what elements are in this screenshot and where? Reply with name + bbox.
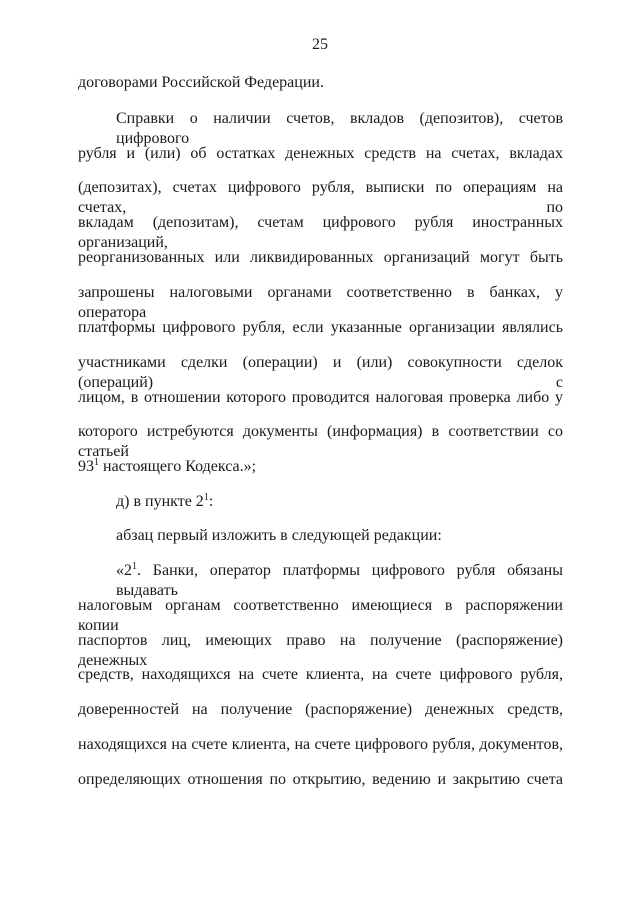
page-number: 25 (312, 36, 328, 53)
superscript: 1 (203, 492, 209, 503)
text-line (116, 561, 563, 601)
text-line: налоговым органам соответственно имеющиеся в распоряжении копии (78, 597, 563, 634)
text-fragment: . Банки, оператор платформы цифрового рубля обязаны выдавать (116, 562, 563, 599)
text-line: вкладам (депозитам), счетам цифрового рубля иностранных организаций, (78, 214, 563, 251)
text-line: участниками сделки (операции) и (или) совокупности сделок (операций) с (78, 354, 563, 391)
text-line (78, 457, 256, 477)
text-line: (депозитах), счетах цифрового рубля, выписки по операциям на счетах, по (78, 179, 563, 216)
text-line (116, 492, 213, 512)
text-line: абзац первый изложить в следующей редакции: (116, 527, 442, 544)
text-fragment: 93 (78, 458, 94, 475)
text-line: платформы цифрового рубля, если указанные организации являлись (78, 319, 563, 336)
text-line: рубля и (или) об остатках денежных средств на счетах, вкладах (78, 145, 563, 162)
text-fragment: «2 (116, 562, 132, 579)
text-line: запрошены налоговыми органами соответственно в банках, у оператора (78, 284, 563, 321)
text-line: находящихся на счете клиента, на счете цифрового рубля, документов, (78, 736, 563, 753)
superscript: 1 (132, 561, 137, 572)
text-line: паспортов лиц, имеющих право на получение (распоряжение) денежных (78, 632, 563, 669)
text-fragment: д) в пункте 2 (116, 493, 204, 510)
text-line: определяющих отношения по открытию, ведению и закрытию счета (78, 771, 563, 788)
text-fragment: : (208, 493, 214, 510)
text-line: договорами Российской Федерации. (78, 74, 324, 91)
text-line: доверенностей на получение (распоряжение) денежных средств, (78, 701, 563, 718)
text-line: лицом, в отношении которого проводится налоговая проверка либо у (78, 389, 563, 406)
text-line: средств, находящихся на счете клиента, на счете цифрового рубля, (78, 666, 563, 683)
text-line: которого истребуются документы (информация) в соответствии со статьей (78, 423, 563, 460)
text-fragment: настоящего Кодекса.»; (99, 458, 257, 475)
superscript: 1 (94, 457, 99, 468)
text-line: реорганизованных или ликвидированных организаций могут быть (78, 249, 563, 266)
text-line: Справки о наличии счетов, вкладов (депозитов), счетов цифрового (116, 110, 563, 147)
